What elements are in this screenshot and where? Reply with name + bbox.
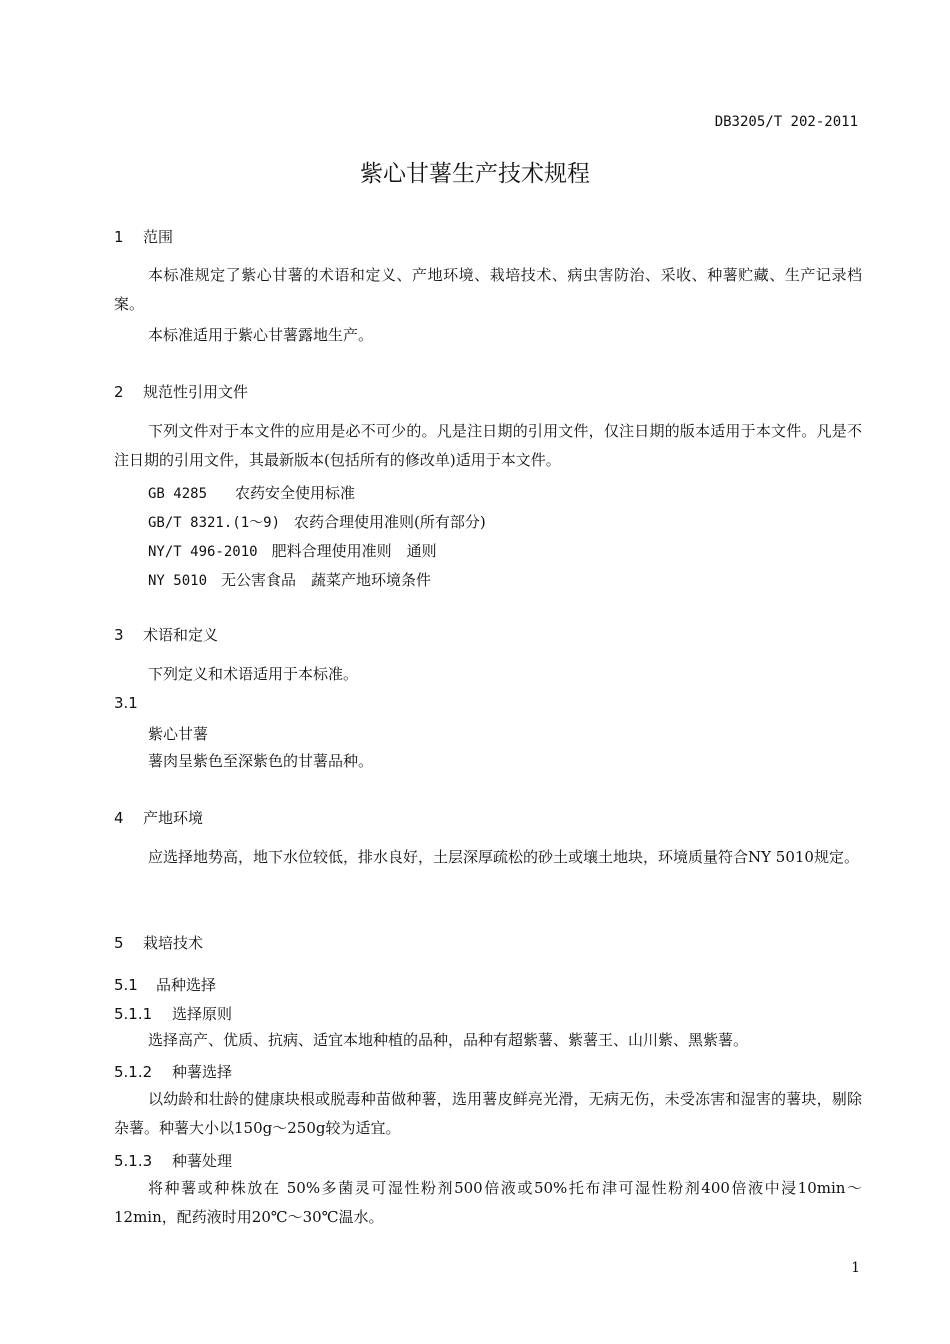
section-2-heading [114, 381, 248, 402]
section-5-heading [114, 932, 203, 953]
section-number: 5 [114, 934, 124, 952]
subsection-title: 种薯选择 [172, 1063, 233, 1081]
subsection-5-1-2-paragraph: 以幼龄和壮龄的健康块根或脱毒种苗做种薯，选用薯皮鲜亮光滑，无病无伤，未受冻害和湿害的薯块，剔除杂薯。种薯大小以150g～250g较为适宜。 [114, 1090, 862, 1137]
section-4-paragraph-1: 应选择地势高，地下水位较低，排水良好，土层深厚疏松的砂土或壤土地块，环境质量符合NY 5010规定。 [148, 848, 859, 866]
section-number: 4 [114, 809, 124, 827]
section-title: 栽培技术 [143, 934, 204, 952]
reference-code: GB 4285 [148, 486, 208, 502]
reference-item [148, 511, 486, 532]
section-number: 2 [114, 383, 124, 401]
standard-code: DB3205/T 202-2011 [714, 114, 858, 130]
section-4-heading [114, 807, 203, 828]
subsection-number: 5.1.1 [114, 1005, 153, 1023]
section-2-paragraph-1: 下列文件对于本文件的应用是必不可少的。凡是注日期的引用文件，仅注日期的版本适用于本文件。凡是不注日期的引用文件，其最新版本(包括所有的修改单)适用于本文件。 [114, 422, 862, 469]
document-title: 紫心甘薯生产技术规程 [360, 161, 590, 187]
reference-name: 无公害食品 蔬菜产地环境条件 [221, 571, 432, 589]
subsection-title: 品种选择 [156, 976, 217, 994]
subsection-5-1-1-heading [114, 1003, 232, 1024]
section-3-heading [114, 624, 218, 645]
reference-name: 肥料合理使用准则 通则 [271, 542, 437, 560]
term-name: 紫心甘薯 [148, 725, 209, 743]
subsection-number: 5.1 [114, 976, 138, 994]
reference-name: 农药安全使用标准 [235, 484, 356, 502]
term-number: 3.1 [114, 694, 138, 712]
section-title: 范围 [143, 228, 174, 246]
section-title: 产地环境 [143, 809, 204, 827]
subsection-5-1-heading [114, 974, 216, 995]
reference-code: NY/T 496-2010 [148, 544, 258, 560]
section-1-paragraph-2: 本标准适用于紫心甘薯露地生产。 [148, 326, 374, 344]
section-3-paragraph-1: 下列定义和术语适用于本标准。 [148, 665, 359, 683]
section-number: 1 [114, 228, 124, 246]
section-number: 3 [114, 626, 124, 644]
reference-item [148, 482, 355, 503]
subsection-5-1-2-heading [114, 1061, 232, 1082]
term-definition: 薯肉呈紫色至深紫色的甘薯品种。 [148, 752, 374, 770]
subsection-number: 5.1.2 [114, 1063, 153, 1081]
subsection-5-1-1-paragraph: 选择高产、优质、抗病、适宜本地种植的品种，品种有超紫薯、紫薯王、山川紫、黑紫薯。 [148, 1031, 749, 1049]
reference-name: 农药合理使用准则(所有部分) [294, 513, 486, 531]
reference-code: GB/T 8321.(1～9) [148, 515, 281, 531]
page-number: 1 [851, 1260, 860, 1276]
section-title: 规范性引用文件 [143, 383, 249, 401]
subsection-5-1-3-heading [114, 1150, 232, 1171]
section-1-heading [114, 226, 173, 247]
subsection-5-1-3-paragraph: 将种薯或种株放在 50%多菌灵可湿性粉剂500倍液或50%托布津可湿性粉剂400倍液中浸10min～12min，配药液时用20℃～30℃温水。 [114, 1179, 862, 1226]
section-title: 术语和定义 [143, 626, 219, 644]
subsection-number: 5.1.3 [114, 1152, 153, 1170]
reference-item [148, 540, 437, 561]
reference-item [148, 569, 431, 590]
subsection-title: 种薯处理 [172, 1152, 233, 1170]
reference-code: NY 5010 [148, 573, 208, 589]
section-1-paragraph-1: 本标准规定了紫心甘薯的术语和定义、产地环境、栽培技术、病虫害防治、采收、种薯贮藏、生产记录档案。 [114, 266, 862, 313]
subsection-title: 选择原则 [172, 1005, 233, 1023]
